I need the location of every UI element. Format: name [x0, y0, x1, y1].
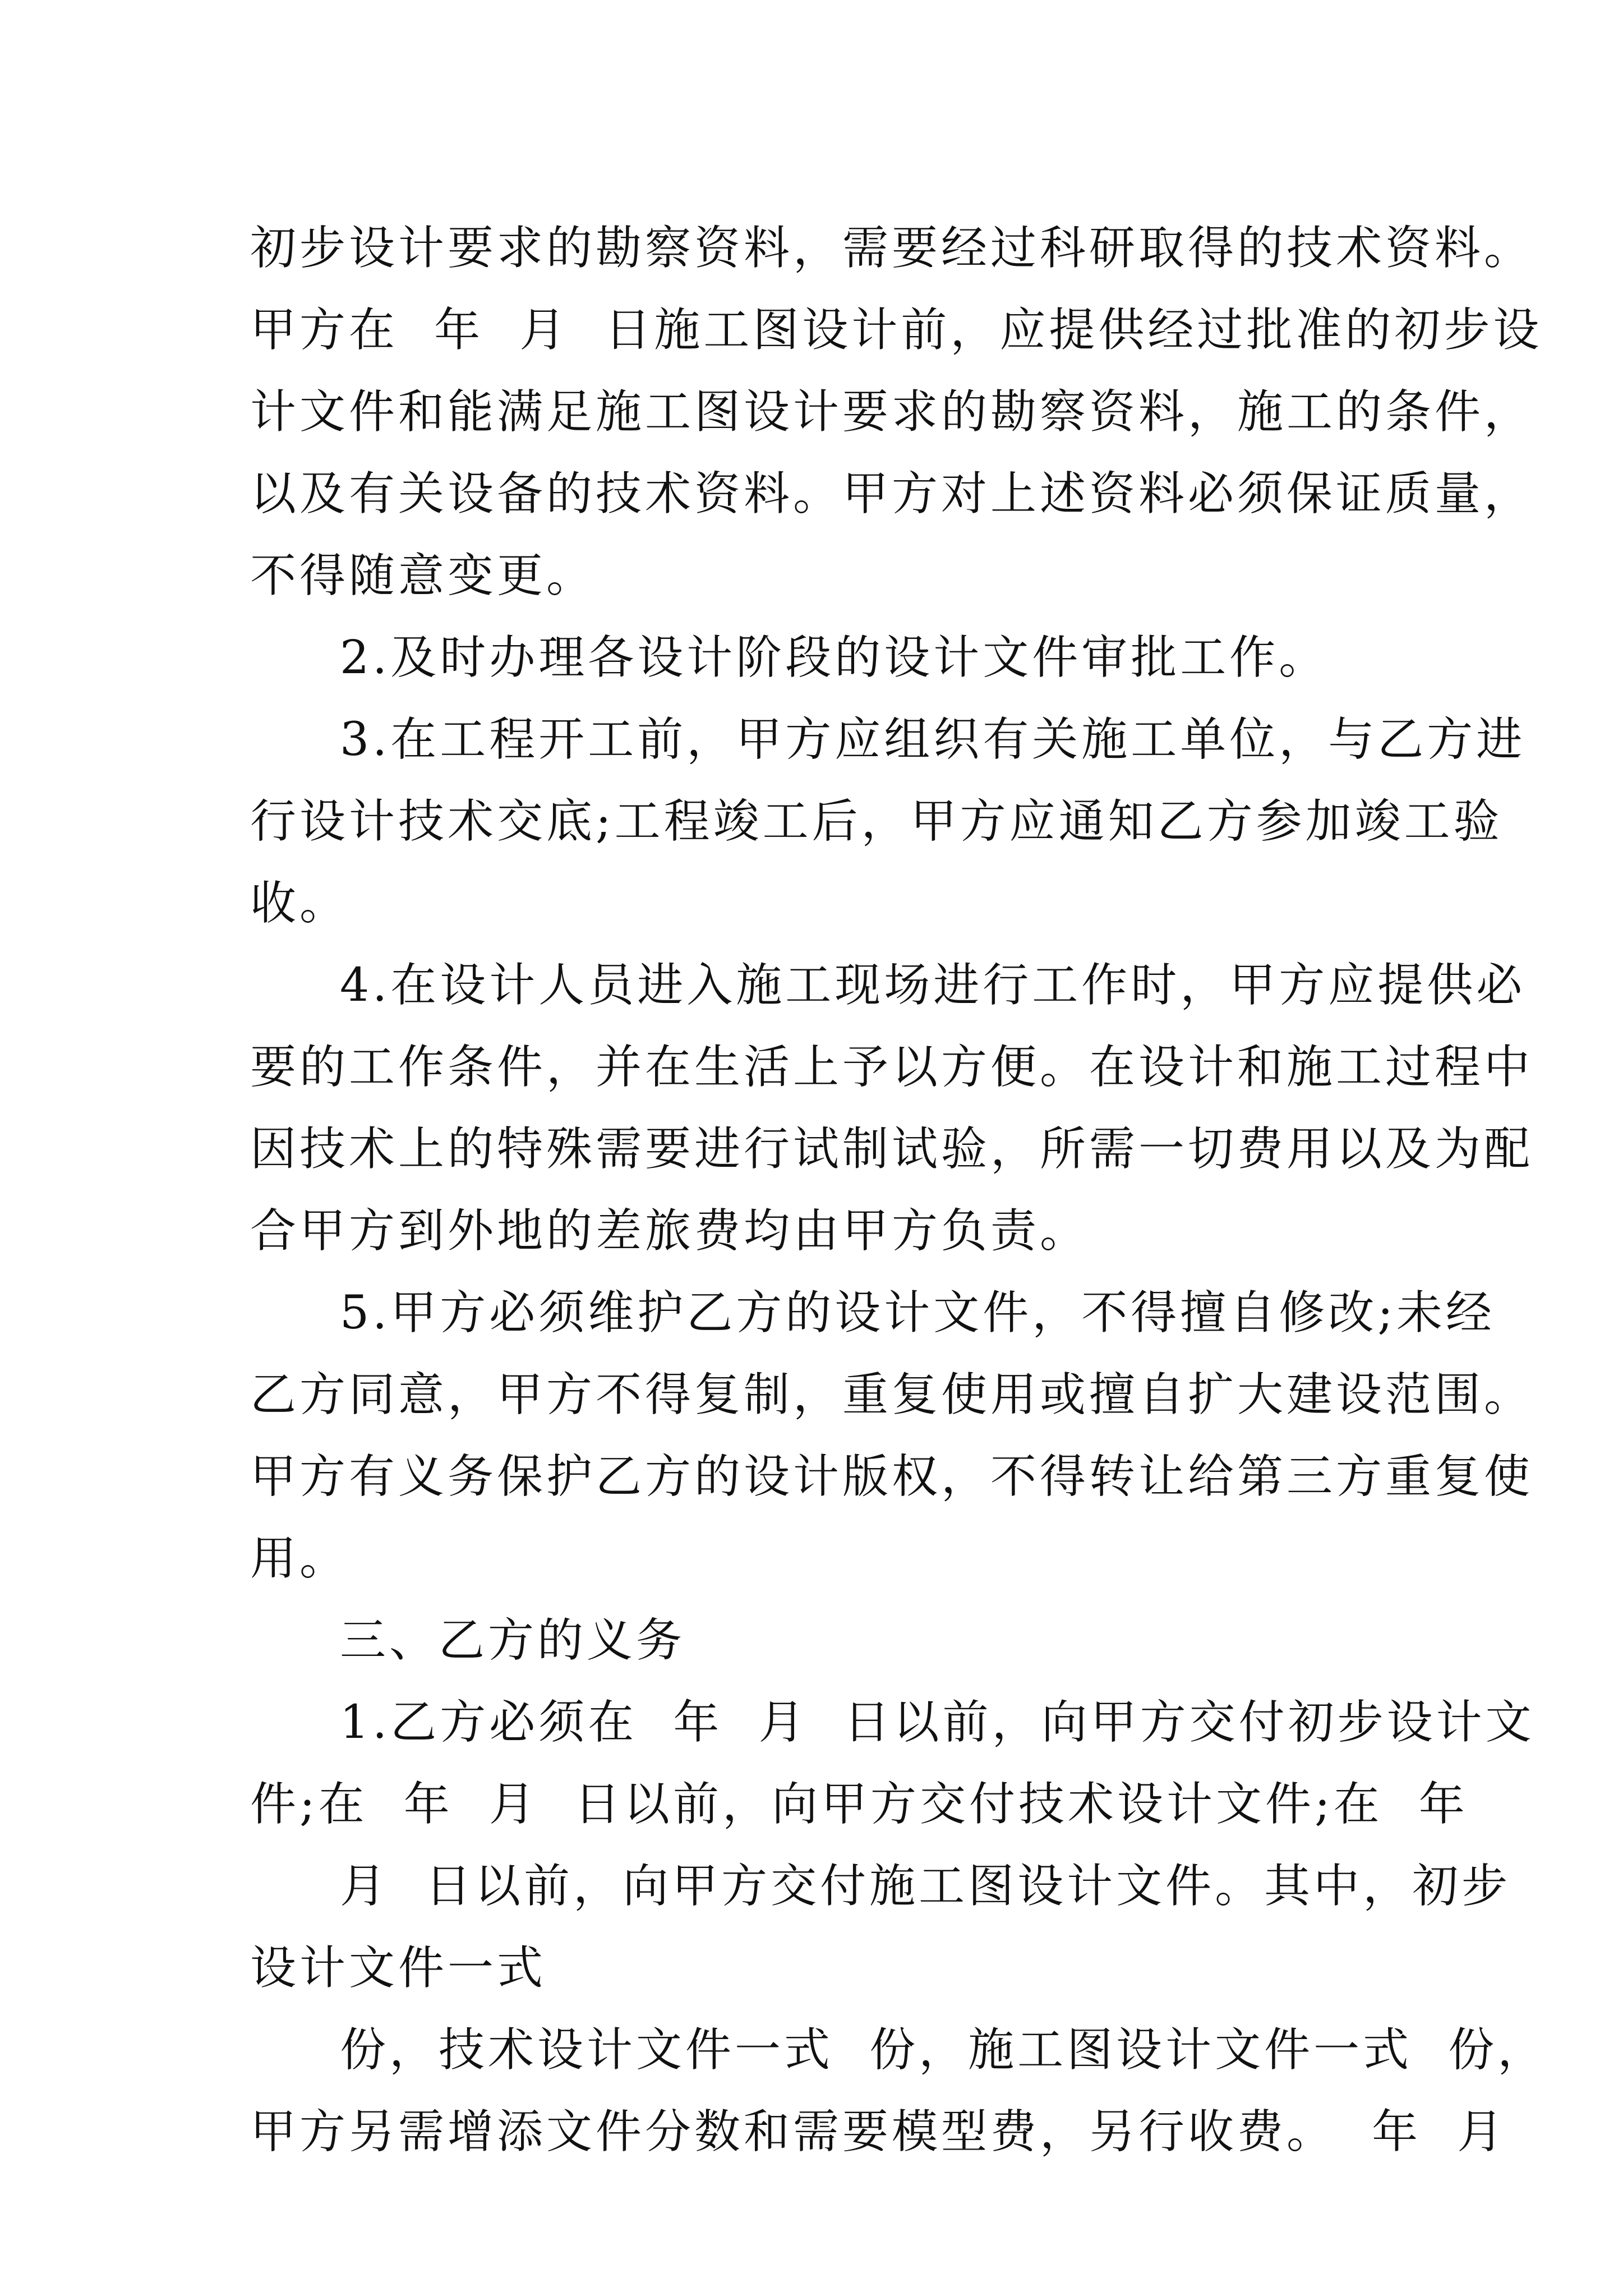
text-line: 初步设计要求的勘察资料，需要经过科研取得的技术资料。: [250, 222, 1534, 275]
list-item-5: 5.甲方必须维护乙方的设计文件，不得擅自修改;未经: [340, 1286, 1495, 1340]
text-line: 月 日以前，向甲方交付施工图设计文件。其中，初步: [340, 1860, 1511, 1913]
text-line: 收。: [250, 877, 349, 930]
text-line: 不得随意变更。: [250, 549, 596, 602]
text-line: 以及有关设备的技术资料。甲方对上述资料必须保证质量，: [250, 467, 1534, 521]
list-item-2: 2.及时办理各设计阶段的设计文件审批工作。: [340, 631, 1329, 684]
text-line: 份，技术设计文件一式 份，施工图设计文件一式 份，: [340, 2023, 1547, 2077]
text-line: 甲方在 年 月 日施工图设计前，应提供经过批准的初步设: [250, 303, 1543, 357]
document-body: [250, 208, 1547, 2173]
list-item-4: 4.在设计人员进入施工现场进行工作时，甲方应提供必: [340, 959, 1526, 1012]
text-line: 设计文件一式: [250, 1941, 547, 1995]
text-line: 合甲方到外地的差旅费均由甲方负责。: [250, 1204, 1090, 1258]
list-item-1: 1.乙方必须在 年 月 日以前，向甲方交付初步设计文: [340, 1696, 1535, 1749]
text-line: 计文件和能满足施工图设计要求的勘察资料，施工的条件，: [250, 385, 1534, 439]
text-line: 件;在 年 月 日以前，向甲方交付技术设计文件;在 年: [250, 1778, 1468, 1831]
text-line: 乙方同意，甲方不得复制，重复使用或擅自扩大建设范围。: [250, 1368, 1534, 1421]
text-line: 甲方有义务保护乙方的设计版权，不得转让给第三方重复使: [250, 1450, 1534, 1503]
list-item-3: 3.在工程开工前，甲方应组织有关施工单位，与乙方进: [340, 713, 1526, 766]
section-heading: 三、乙方的义务: [340, 1614, 686, 1667]
text-line: 甲方另需增添文件分数和需要模型费，另行收费。 年 月: [250, 2105, 1507, 2159]
text-line: 要的工作条件，并在生活上予以方便。在设计和施工过程中: [250, 1041, 1534, 1094]
text-line: 用。: [250, 1532, 349, 1585]
text-line: 因技术上的特殊需要进行试制试验，所需一切费用以及为配: [250, 1122, 1534, 1176]
text-line: 行设计技术交底;工程竣工后，甲方应通知乙方参加竣工验: [250, 795, 1503, 848]
